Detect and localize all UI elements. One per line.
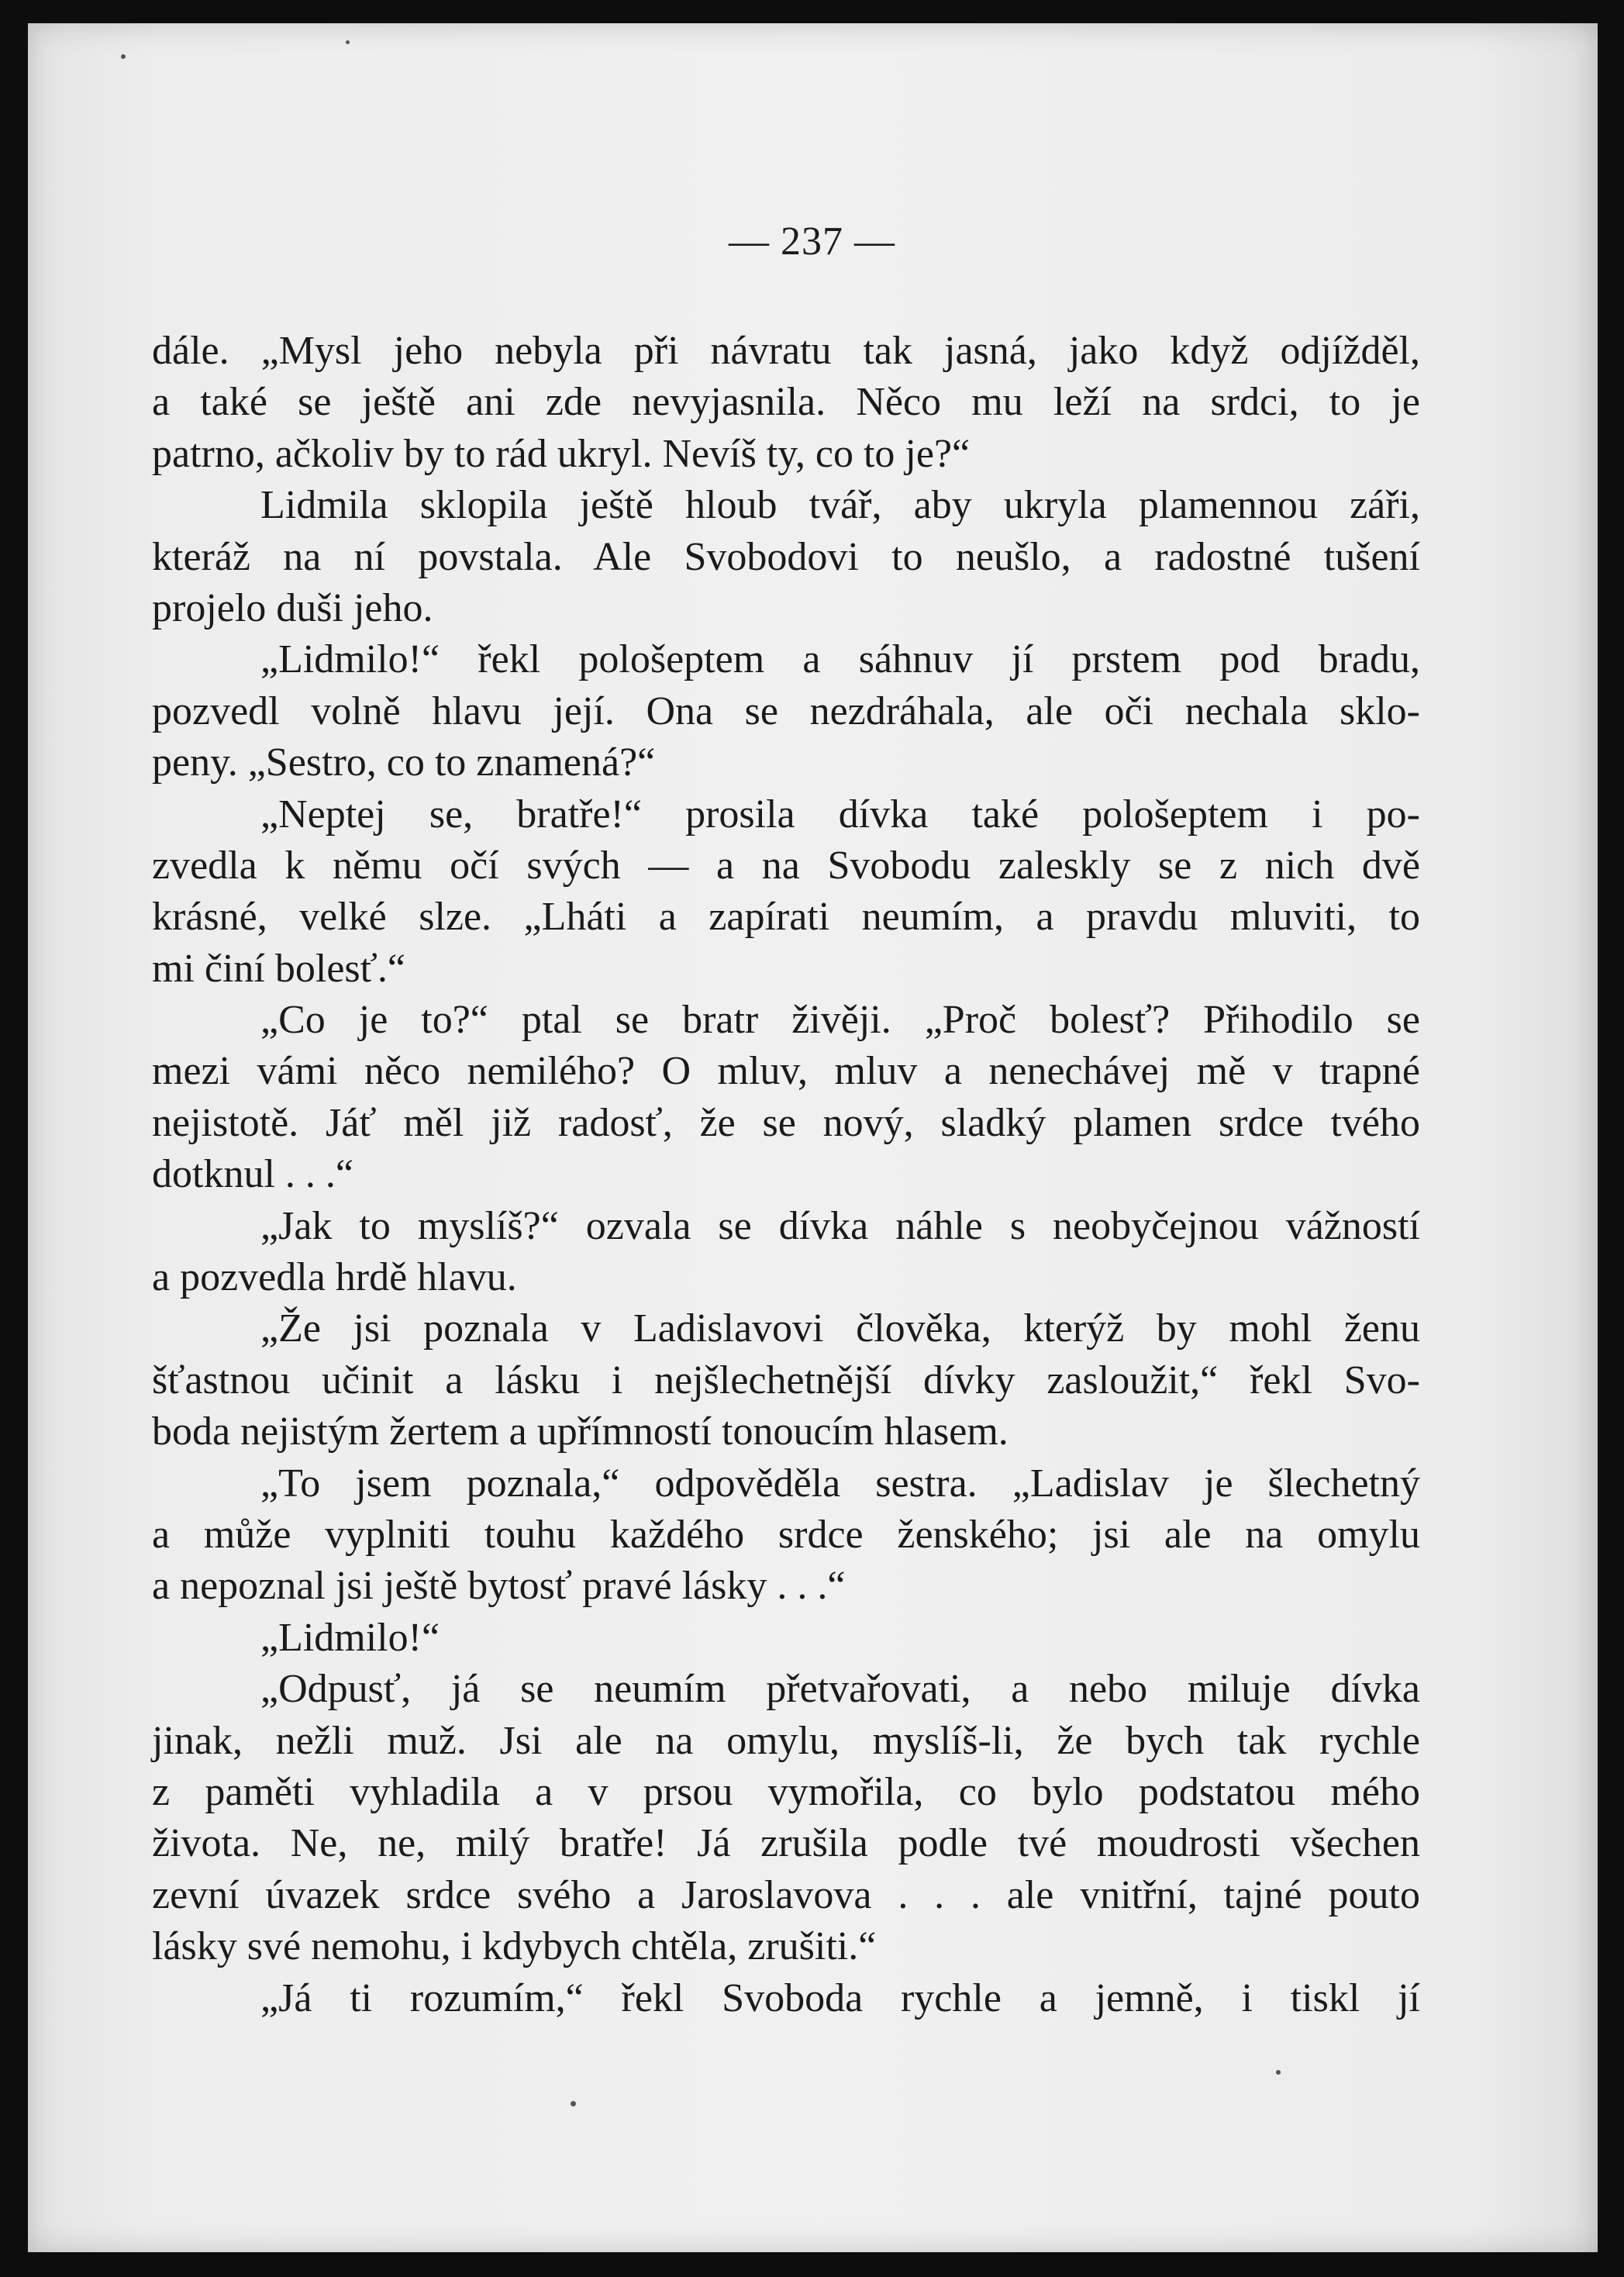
text-line: mi činí bolesť.“	[152, 946, 405, 991]
text-line: lásky své nemohu, i kdybych chtěla, zrušiti.“	[152, 1924, 877, 1969]
text-line: peny. „Sestro, co to znamená?“	[152, 740, 656, 785]
text-line: a může vyplniti touhu každého srdce ženského; jsi ale na omylu	[152, 1512, 1420, 1557]
paper-speck	[346, 40, 350, 44]
text-line: nejistotě. Jáť měl již radosť, že se nový, sladký plamen srdce tvého	[152, 1100, 1420, 1145]
text-line: „Jak to myslíš?“ ozvala se dívka náhle s neobyčejnou vážností	[260, 1203, 1420, 1248]
text-line: patrno, ačkoliv by to rád ukryl. Nevíš ty, co to je?“	[152, 431, 971, 476]
text-line: zvedla k němu očí svých — a na Svobodu zaleskly se z nich dvě	[152, 843, 1420, 888]
page-number: — 237 —	[729, 219, 895, 264]
text-line: Lidmila sklopila ještě hloub tvář, aby ukryla plamennou záři,	[260, 483, 1420, 528]
text-line: krásné, velké slze. „Lháti a zapírati neumím, a pravdu mluviti, to	[152, 895, 1420, 940]
text-line: jinak, nežli muž. Jsi ale na omylu, myslíš-li, že bych tak rychle	[152, 1718, 1420, 1763]
text-line: mezi vámi něco nemilého? O mluv, mluv a nenechávej mě v trapné	[152, 1049, 1420, 1094]
text-line: „Neptej se, bratře!“ prosila dívka také pološeptem i po-	[260, 792, 1420, 837]
text-line: dotknul . . .“	[152, 1152, 353, 1197]
text-line: boda nejistým žertem a upřímností tonoucím hlasem.	[152, 1409, 1009, 1454]
paper-speck	[121, 54, 126, 59]
text-line: „Lidmilo!“ řekl pološeptem a sáhnuv jí prstem pod bradu,	[260, 637, 1420, 682]
text-line: z paměti vyhladila a v prsou vymořila, co bylo podstatou mého	[152, 1769, 1420, 1814]
text-line: kteráž na ní povstala. Ale Svobodovi to neušlo, a radostné tušení	[152, 534, 1420, 579]
text-line: a pozvedla hrdě hlavu.	[152, 1255, 517, 1300]
text-line: „Co je to?“ ptal se bratr živěji. „Proč bolesť? Přihodilo se	[260, 998, 1420, 1043]
text-line: pozvedl volně hlavu její. Ona se nezdráhala, ale oči nechala sklo-	[152, 688, 1420, 733]
text-line: a také se ještě ani zde nevyjasnila. Něco mu leží na srdci, to je	[152, 380, 1420, 425]
text-line: šťastnou učinit a lásku i nejšlechetnější dívky zasloužit,“ řekl Svo-	[152, 1358, 1420, 1402]
text-line: a nepoznal jsi ještě bytosť pravé lásky . . .“	[152, 1564, 846, 1609]
text-line: „Odpusť, já se neumím přetvařovati, a nebo miluje dívka	[260, 1667, 1420, 1712]
text-line: „Lidmilo!“	[260, 1615, 440, 1660]
text-line: projelo duši jeho.	[152, 585, 433, 630]
text-line: „To jsem poznala,“ odpověděla sestra. „Ladislav je šlechetný	[260, 1461, 1420, 1506]
text-line: „Já ti rozumím,“ řekl Svoboda rychle a jemně, i tiskl jí	[260, 1975, 1420, 2020]
text-line: zevní úvazek srdce svého a Jaroslavova . . . ale vnitřní, tajné pouto	[152, 1872, 1420, 1917]
text-line: života. Ne, ne, milý bratře! Já zrušila podle tvé moudrosti všechen	[152, 1821, 1420, 1866]
paper-speck	[1276, 2070, 1281, 2075]
text-line: dále. „Mysl jeho nebyla při návratu tak jasná, jako když odjížděl,	[152, 329, 1420, 373]
body-text	[152, 326, 1420, 2024]
text-line: „Že jsi poznala v Ladislavovi člověka, kterýž by mohl ženu	[260, 1306, 1420, 1351]
paper-speck	[571, 2101, 576, 2106]
